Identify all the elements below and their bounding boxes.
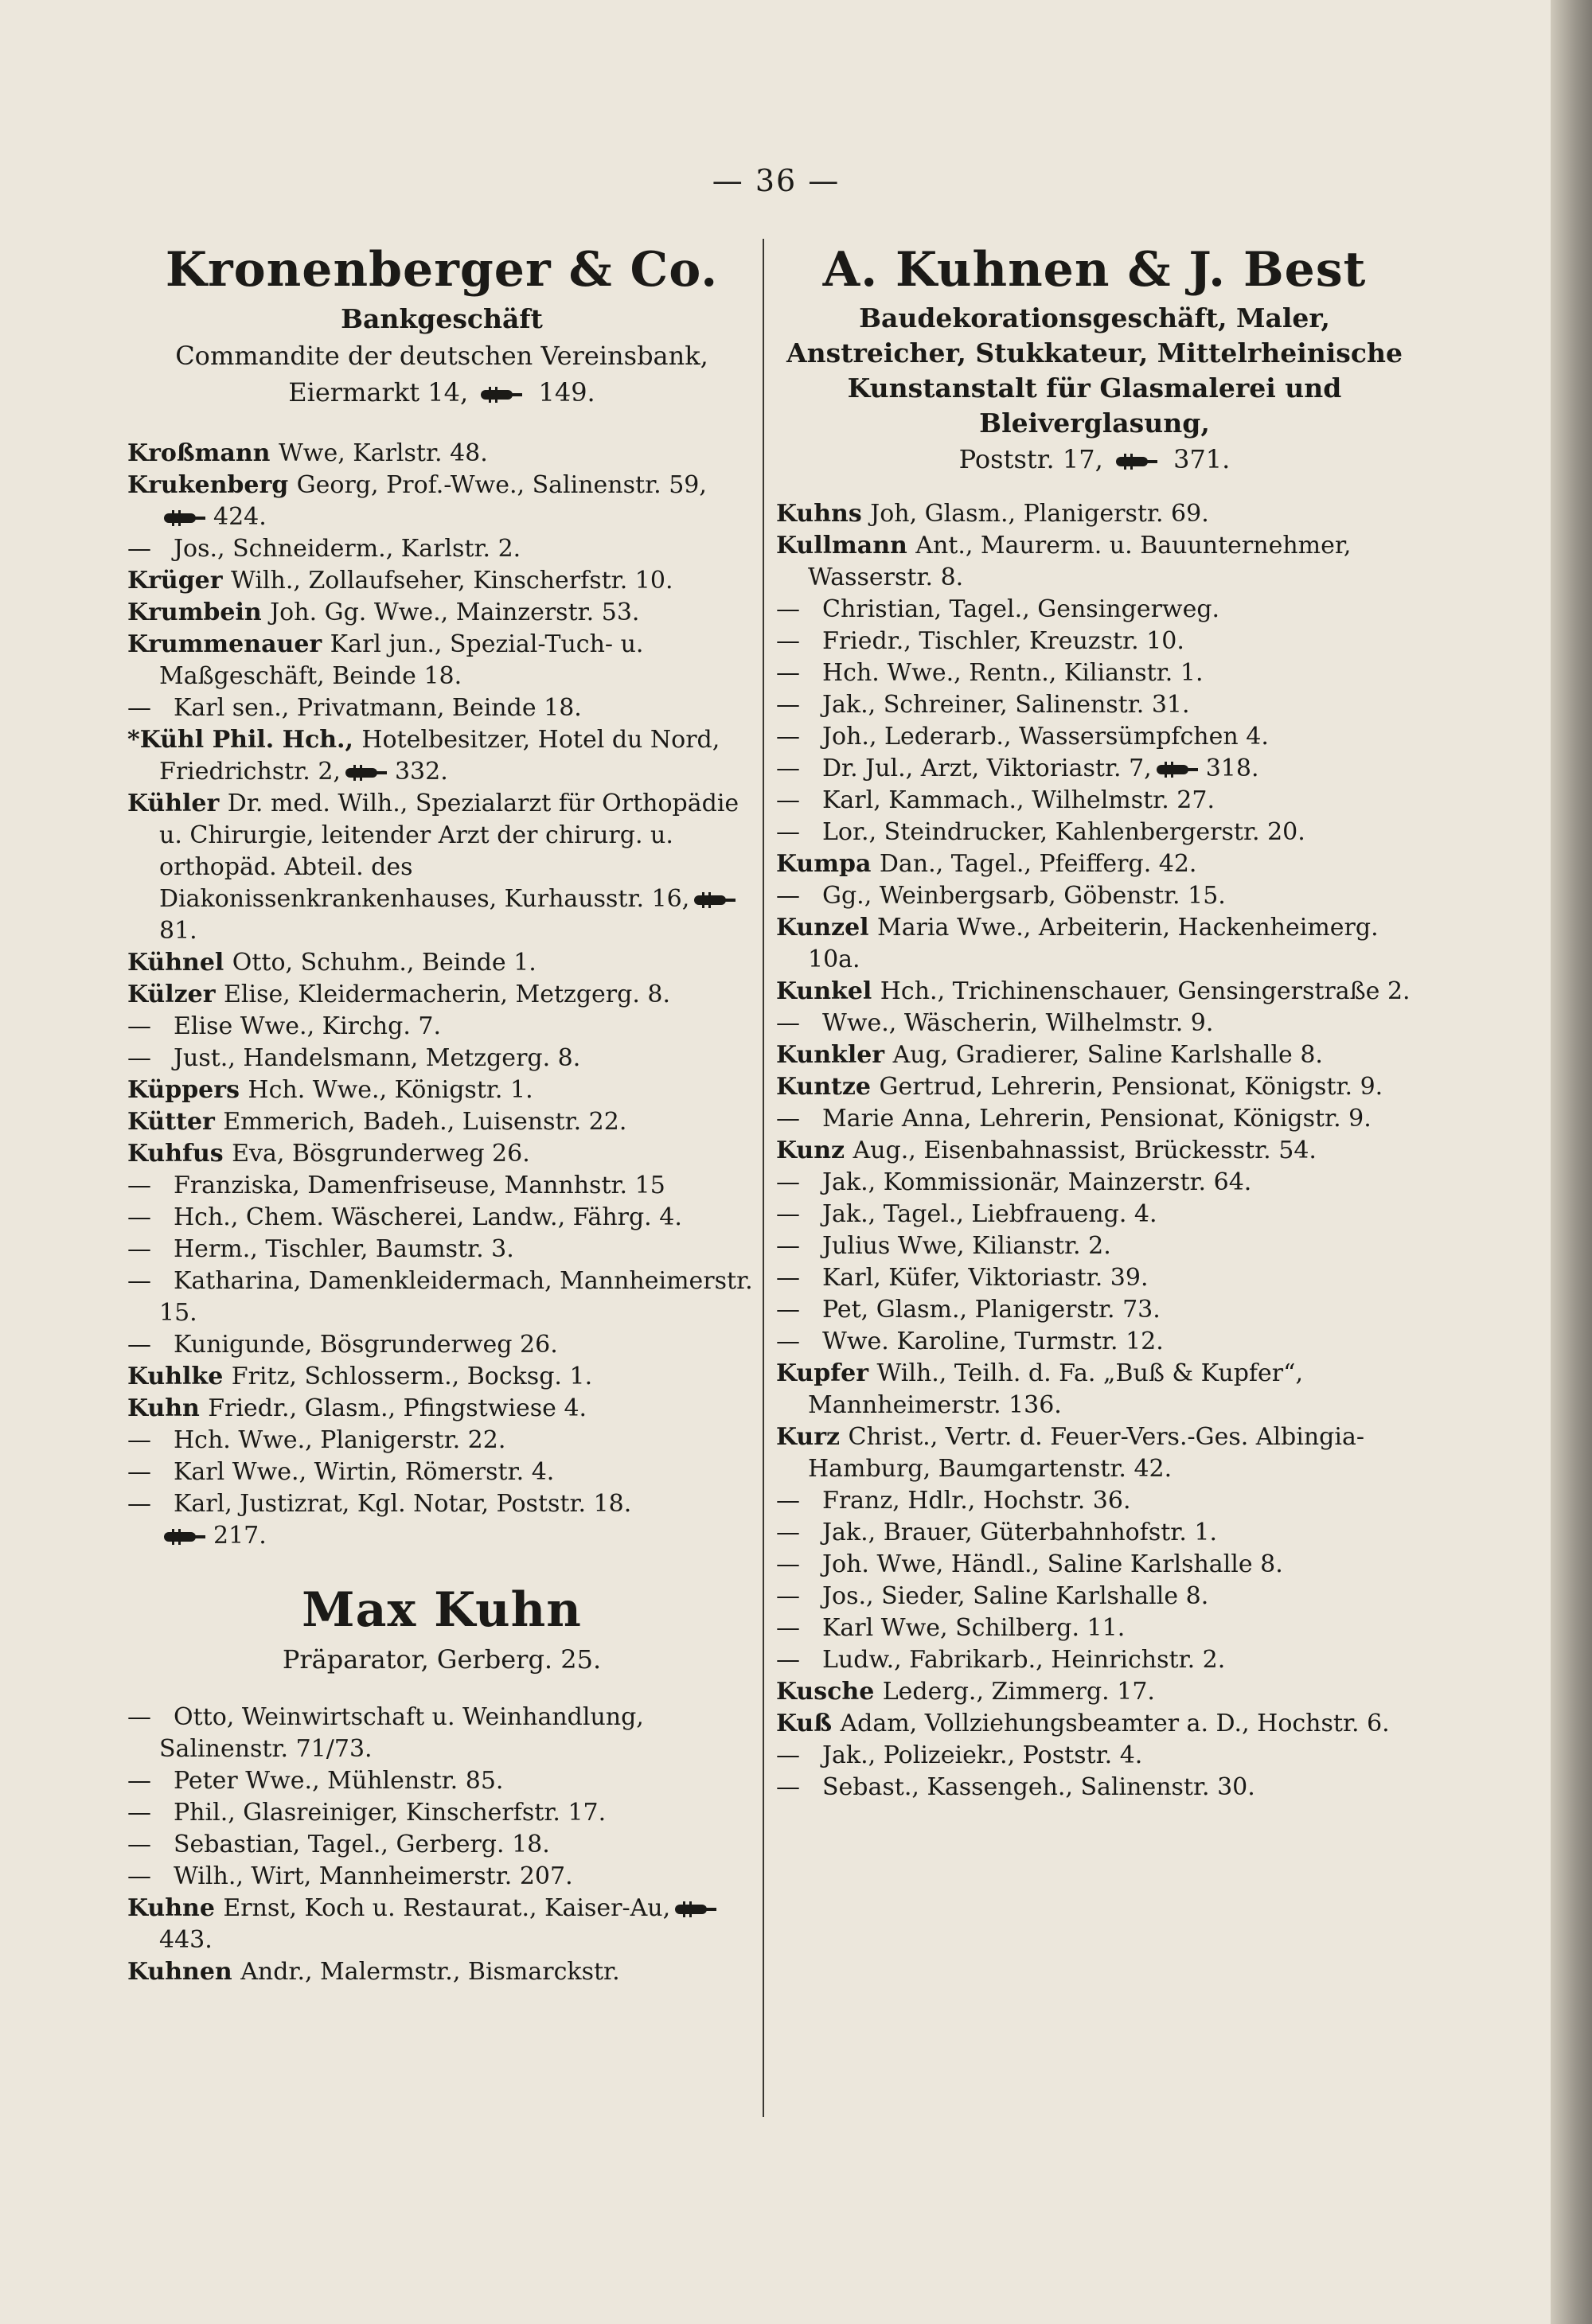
list-item: [776, 1039, 1413, 1071]
list-item: [127, 979, 756, 1011]
entry-details: Otto, Schuhm., Beinde 1.: [232, 949, 537, 977]
entry-details: Karl jun., Spezial-Tuch- u. Maßgeschäft, Beinde 18.: [159, 630, 644, 690]
repeat-dash: —: [776, 1582, 800, 1610]
entry-surname: Kusche: [776, 1678, 883, 1706]
repeat-dash: —: [776, 1105, 800, 1133]
entry-details: Christ., Vertr. d. Feuer-Vers.-Ges. Albingia-Hamburg, Baumgartenstr. 42.: [808, 1423, 1365, 1483]
entry-surname: Kullmann: [776, 532, 916, 560]
entry-details: Elise, Kleidermacherin, Metzgerg. 8.: [224, 981, 671, 1008]
list-item: [127, 692, 756, 724]
entry-details: Sebast., Kassengeh., Salinenstr. 30.: [822, 1773, 1255, 1801]
entry-details: Wilh., Wirt, Mannheimerstr. 207.: [174, 1862, 573, 1890]
list-item: [776, 1676, 1413, 1708]
repeat-dash: —: [127, 1831, 151, 1858]
repeat-dash: —: [776, 1614, 800, 1642]
entry-details: Julius Wwe, Kilianstr. 2.: [822, 1232, 1111, 1260]
entry-details: Lederg., Zimmerg. 17.: [882, 1678, 1155, 1706]
repeat-dash: —: [776, 1773, 800, 1801]
list-item: [127, 1765, 756, 1797]
entry-phone: 318.: [1205, 755, 1259, 782]
entry-details: Katharina, Damenkleidermach, Mannheimerstr. 15.: [159, 1267, 753, 1327]
book-spine: [1551, 0, 1592, 2324]
entry-details: Friedr., Glasm., Pfingstwiese 4.: [208, 1394, 587, 1422]
list-item: [127, 1138, 756, 1170]
list-item: [127, 1265, 756, 1329]
entry-surname: Kuhn: [127, 1394, 209, 1422]
entry-details: Karl Wwe., Wirtin, Römerstr. 4.: [174, 1458, 555, 1486]
entry-surname: Krukenberg: [127, 471, 297, 499]
ad-address-line: [776, 441, 1413, 478]
repeat-dash: —: [776, 691, 800, 719]
entry-phone: 443.: [159, 1926, 213, 1954]
entry-details: Joh. Wwe, Händl., Saline Karlshalle 8.: [822, 1550, 1283, 1578]
repeat-dash: —: [127, 1235, 151, 1263]
ad-title: Kronenberger & Co.: [165, 242, 719, 298]
entry-details: Wwe, Karlstr. 48.: [278, 439, 488, 467]
entry-surname: Kuhne: [127, 1894, 224, 1922]
entry-surname: Külzer: [127, 981, 224, 1008]
list-item: [776, 912, 1413, 976]
ad-subtitle: Bankgeschäft: [341, 303, 543, 334]
entry-details: Wilh., Zollaufseher, Kinscherfstr. 10.: [231, 567, 673, 595]
list-item: [127, 470, 756, 533]
repeat-dash: —: [127, 1767, 151, 1795]
ad-title: A. Kuhnen & J. Best: [822, 242, 1367, 298]
entry-surname: Kunz: [776, 1137, 853, 1164]
repeat-dash: —: [776, 723, 800, 751]
entry-details: Jak., Tagel., Liebfraueng. 4.: [822, 1200, 1157, 1228]
entry-phone: 424.: [213, 503, 267, 531]
entry-surname: Krummenauer: [127, 630, 330, 658]
list-item: [776, 689, 1413, 721]
entry-details: Otto, Weinwirtschaft u. Weinhandlung, Salinenstr. 71/73.: [159, 1703, 644, 1763]
entry-details: Dan., Tagel., Pfeifferg. 42.: [879, 850, 1197, 878]
repeat-dash: —: [127, 535, 151, 563]
entry-surname: Küppers: [127, 1076, 248, 1104]
entry-phone: 332.: [394, 758, 448, 786]
entry-details: Jak., Kommissionär, Mainzerstr. 64.: [822, 1168, 1252, 1196]
repeat-dash: —: [776, 818, 800, 846]
list-item: [127, 1893, 756, 1956]
ad-address-line: [127, 374, 756, 411]
list-item: [776, 1581, 1413, 1612]
list-item: [776, 1103, 1413, 1135]
list-item: [776, 721, 1413, 753]
entry-details: Jos., Schneiderm., Karlstr. 2.: [174, 535, 521, 563]
entry-details: Jak., Polizeiekr., Poststr. 4.: [822, 1741, 1143, 1769]
list-item: [776, 1326, 1413, 1358]
repeat-dash: —: [776, 1296, 800, 1324]
entry-details: Fritz, Schlosserm., Bocksg. 1.: [231, 1363, 593, 1390]
entry-surname: Kühnel: [127, 949, 232, 977]
entry-surname: Kuß: [776, 1710, 841, 1737]
list-item: [127, 1829, 756, 1861]
entry-details: Kunigunde, Bösgrunderweg 26.: [174, 1331, 558, 1359]
list-item: [127, 788, 756, 947]
list-item: [127, 724, 756, 788]
entry-details: Lor., Steindrucker, Kahlenbergerstr. 20.: [822, 818, 1305, 846]
ad-line: Commandite der deutschen Vereinsbank,: [175, 341, 708, 371]
entry-surname: Kumpa: [776, 850, 880, 878]
repeat-dash: —: [127, 1203, 151, 1231]
entry-details: Hotelbesitzer, Hotel du Nord, Friedrichstr. 2,: [159, 726, 720, 786]
page-number: — 36 —: [712, 163, 841, 198]
ad-kuhnen-best: [776, 239, 1413, 478]
entry-details: Hch. Wwe., Königstr. 1.: [248, 1076, 533, 1104]
list-item: [127, 1456, 756, 1488]
entry-details: Sebastian, Tagel., Gerberg. 18.: [174, 1831, 550, 1858]
entry-details: Peter Wwe., Mühlenstr. 85.: [174, 1767, 504, 1795]
list-item: [776, 817, 1413, 848]
list-item: [127, 1234, 756, 1265]
list-item: [127, 438, 756, 470]
ad-max-kuhn: [127, 1579, 756, 1678]
telephone-icon: [1114, 453, 1161, 470]
repeat-dash: —: [776, 786, 800, 814]
entry-phone: 81.: [159, 917, 197, 945]
list-item: [127, 1074, 756, 1106]
entry-list: [776, 498, 1413, 1803]
repeat-dash: —: [127, 1267, 151, 1295]
entry-details: Joh., Lederarb., Wassersümpfchen 4.: [822, 723, 1269, 751]
entry-details: Karl, Küfer, Viktoriastr. 39.: [822, 1264, 1149, 1292]
list-item: [776, 1421, 1413, 1485]
telephone-icon: [162, 509, 209, 527]
list-item: [776, 1008, 1413, 1039]
list-item: [776, 1167, 1413, 1199]
list-item: [127, 597, 756, 629]
telephone-icon: [693, 891, 739, 909]
entry-details: Phil., Glasreiniger, Kinscherfstr. 17.: [174, 1799, 607, 1827]
list-item: [776, 498, 1413, 530]
entry-details: Ant., Maurerm. u. Bauunternehmer, Wasserstr. 8.: [808, 532, 1352, 591]
entry-details: Georg, Prof.-Wwe., Salinenstr. 59,: [296, 471, 707, 499]
list-item: [127, 1361, 756, 1393]
ad-phone: 149.: [538, 377, 595, 407]
repeat-dash: —: [127, 694, 151, 722]
list-item: [776, 626, 1413, 657]
repeat-dash: —: [776, 1487, 800, 1515]
left-column: [127, 239, 756, 1988]
right-column: [776, 239, 1413, 1803]
entry-details: Joh. Gg. Wwe., Mainzerstr. 53.: [270, 599, 640, 626]
list-item: [776, 1549, 1413, 1581]
entry-surname: Kunkler: [776, 1041, 893, 1069]
entry-details: Karl, Kammach., Wilhelmstr. 27.: [822, 786, 1215, 814]
entry-surname: Kuhns: [776, 500, 871, 528]
list-item: [776, 753, 1413, 785]
entry-details: Gertrud, Lehrerin, Pensionat, Königstr. 9.: [879, 1073, 1383, 1101]
entry-surname: Kurz: [776, 1423, 849, 1451]
entry-details: Emmerich, Badeh., Luisenstr. 22.: [223, 1108, 627, 1136]
repeat-dash: —: [127, 1458, 151, 1486]
repeat-dash: —: [776, 1741, 800, 1769]
list-item: [776, 657, 1413, 689]
repeat-dash: —: [776, 1009, 800, 1037]
list-item: [127, 1011, 756, 1043]
list-item: [127, 533, 756, 565]
entry-phone: 217.: [213, 1522, 267, 1550]
entry-list: [127, 438, 756, 1552]
entry-details: Maria Wwe., Arbeiterin, Hackenheimerg. 10a.: [808, 914, 1379, 973]
list-item: [127, 1170, 756, 1202]
ad-line: Präparator, Gerberg. 25.: [282, 1644, 602, 1675]
entry-surname: Kupfer: [776, 1359, 877, 1387]
entry-details: Franziska, Damenfriseuse, Mannhstr. 15: [174, 1172, 665, 1199]
repeat-dash: —: [776, 882, 800, 910]
list-item: [127, 1956, 756, 1988]
repeat-dash: —: [776, 1168, 800, 1196]
entry-details: Karl, Justizrat, Kgl. Notar, Poststr. 18.: [174, 1490, 632, 1518]
list-item: [127, 565, 756, 597]
ad-subtitle: Baudekorationsgeschäft, Maler, Anstreicher, Stukkateur, Mittelrheinische Kunstanstalt für Glasmalerei und Bleiverglasung,: [786, 302, 1403, 439]
list-item: [776, 1485, 1413, 1517]
telephone-icon: [1155, 761, 1201, 778]
ad-kronenberger: [127, 239, 756, 411]
ad-address: Eiermarkt 14,: [288, 377, 469, 407]
repeat-dash: —: [776, 1328, 800, 1355]
telephone-icon: [673, 1901, 720, 1918]
repeat-dash: —: [127, 1426, 151, 1454]
list-item: [776, 1708, 1413, 1740]
telephone-icon: [162, 1528, 209, 1546]
entry-details: Dr. Jul., Arzt, Viktoriastr. 7,: [822, 755, 1152, 782]
entry-details: Aug., Eisenbahnassist, Brückesstr. 54.: [853, 1137, 1317, 1164]
list-item: [127, 1329, 756, 1361]
entry-details: Eva, Bösgrunderweg 26.: [232, 1140, 530, 1168]
repeat-dash: —: [776, 595, 800, 623]
entry-surname: Kunzel: [776, 914, 878, 942]
list-item: [127, 1043, 756, 1074]
list-item: [776, 1262, 1413, 1294]
list-item: [127, 1488, 756, 1552]
entry-details: Hch., Trichinenschauer, Gensingerstraße 2.: [880, 977, 1411, 1005]
repeat-dash: —: [776, 1550, 800, 1578]
list-item: [127, 1797, 756, 1829]
entry-details: Karl sen., Privatmann, Beinde 18.: [174, 694, 582, 722]
repeat-dash: —: [127, 1799, 151, 1827]
entry-details: Karl Wwe, Schilberg. 11.: [822, 1614, 1126, 1642]
repeat-dash: —: [127, 1012, 151, 1040]
list-item: [776, 1740, 1413, 1772]
list-item: [776, 976, 1413, 1008]
entry-list: [127, 1702, 756, 1988]
entry-details: Andr., Malermstr., Bismarckstr.: [240, 1958, 620, 1986]
entry-details: Pet, Glasm., Planigerstr. 73.: [822, 1296, 1161, 1324]
list-item: [776, 1135, 1413, 1167]
list-item: [127, 1393, 756, 1425]
entry-details: Wilh., Teilh. d. Fa. „Buß & Kupfer“, Mannheimerstr. 136.: [808, 1359, 1303, 1419]
list-item: [776, 1071, 1413, 1103]
list-item: [776, 880, 1413, 912]
telephone-icon: [479, 386, 525, 404]
entry-details: Elise Wwe., Kirchg. 7.: [174, 1012, 442, 1040]
repeat-dash: —: [127, 1044, 151, 1072]
list-item: [127, 1861, 756, 1893]
repeat-dash: —: [127, 1862, 151, 1890]
repeat-dash: —: [127, 1703, 151, 1731]
entry-details: Gg., Weinbergsarb, Göbenstr. 15.: [822, 882, 1226, 910]
entry-details: Herm., Tischler, Baumstr. 3.: [174, 1235, 514, 1263]
entry-surname: Krüger: [127, 567, 232, 595]
entry-surname: Kütter: [127, 1108, 224, 1136]
entry-details: Ernst, Koch u. Restaurat., Kaiser-Au,: [223, 1894, 671, 1922]
telephone-icon: [344, 764, 390, 782]
entry-details: Joh, Glasm., Planigerstr. 69.: [870, 500, 1209, 528]
list-item: [776, 1612, 1413, 1644]
entry-details: Just., Handelsmann, Metzgerg. 8.: [174, 1044, 581, 1072]
entry-surname: Kunkel: [776, 977, 880, 1005]
entry-details: Hch., Chem. Wäscherei, Landw., Fährg. 4.: [174, 1203, 682, 1231]
entry-surname: Kuhlke: [127, 1363, 232, 1390]
list-item: [127, 1202, 756, 1234]
list-item: [776, 530, 1413, 594]
ad-phone: 371.: [1173, 444, 1231, 474]
repeat-dash: —: [776, 1232, 800, 1260]
repeat-dash: —: [776, 659, 800, 687]
repeat-dash: —: [127, 1172, 151, 1199]
entry-surname: Kuhnen: [127, 1958, 241, 1986]
repeat-dash: —: [127, 1490, 151, 1518]
repeat-dash: —: [127, 1331, 151, 1359]
list-item: [127, 947, 756, 979]
entry-details: Hch. Wwe., Planigerstr. 22.: [174, 1426, 506, 1454]
list-item: [776, 1772, 1413, 1803]
entry-details: Aug, Gradierer, Saline Karlshalle 8.: [892, 1041, 1323, 1069]
list-item: [776, 785, 1413, 817]
entry-details: Ludw., Fabrikarb., Heinrichstr. 2.: [822, 1646, 1226, 1674]
list-item: [127, 1425, 756, 1456]
repeat-dash: —: [776, 1519, 800, 1546]
list-item: [776, 594, 1413, 626]
list-item: [776, 1517, 1413, 1549]
entry-details: Adam, Vollziehungsbeamter a. D., Hochstr. 6.: [840, 1710, 1390, 1737]
entry-surname: Kroßmann: [127, 439, 279, 467]
entry-surname: Krumbein: [127, 599, 271, 626]
repeat-dash: —: [776, 755, 800, 782]
entry-details: Friedr., Tischler, Kreuzstr. 10.: [822, 627, 1184, 655]
entry-details: Jos., Sieder, Saline Karlshalle 8.: [822, 1582, 1209, 1610]
repeat-dash: —: [776, 1200, 800, 1228]
entry-details: Hch. Wwe., Rentn., Kilianstr. 1.: [822, 659, 1204, 687]
entry-details: Christian, Tagel., Gensingerweg.: [822, 595, 1220, 623]
entry-surname: Kuntze: [776, 1073, 880, 1101]
entry-details: Franz, Hdlr., Hochstr. 36.: [822, 1487, 1131, 1515]
list-item: [127, 1702, 756, 1765]
list-item: [776, 1199, 1413, 1230]
list-item: [776, 1358, 1413, 1421]
entry-surname: Kühler: [127, 790, 228, 817]
ad-title: Max Kuhn: [302, 1582, 582, 1638]
list-item: [776, 1294, 1413, 1326]
list-item: [776, 1644, 1413, 1676]
list-item: [776, 1230, 1413, 1262]
entry-details: Jak., Schreiner, Salinenstr. 31.: [822, 691, 1190, 719]
ad-address: Poststr. 17,: [958, 444, 1103, 474]
entry-details: Wwe. Karoline, Turmstr. 12.: [822, 1328, 1164, 1355]
column-divider: [763, 239, 764, 2117]
repeat-dash: —: [776, 1646, 800, 1674]
entry-surname: *Kühl Phil. Hch.,: [127, 726, 362, 754]
entry-details: Marie Anna, Lehrerin, Pensionat, Königstr. 9.: [822, 1105, 1372, 1133]
entry-details: Jak., Brauer, Güterbahnhofstr. 1.: [822, 1519, 1218, 1546]
list-item: [127, 629, 756, 692]
entry-surname: Kuhfus: [127, 1140, 232, 1168]
list-item: [127, 1106, 756, 1138]
repeat-dash: —: [776, 627, 800, 655]
entry-details: Wwe., Wäscherin, Wilhelmstr. 9.: [822, 1009, 1214, 1037]
repeat-dash: —: [776, 1264, 800, 1292]
entry-details: Dr. med. Wilh., Spezialarzt für Orthopädie u. Chirurgie, leitender Arzt der chirurg. u. orthopäd. Abteil. des Diakonissenkrankenhauses, Kurhausstr. 16,: [159, 790, 739, 913]
list-item: [776, 848, 1413, 880]
